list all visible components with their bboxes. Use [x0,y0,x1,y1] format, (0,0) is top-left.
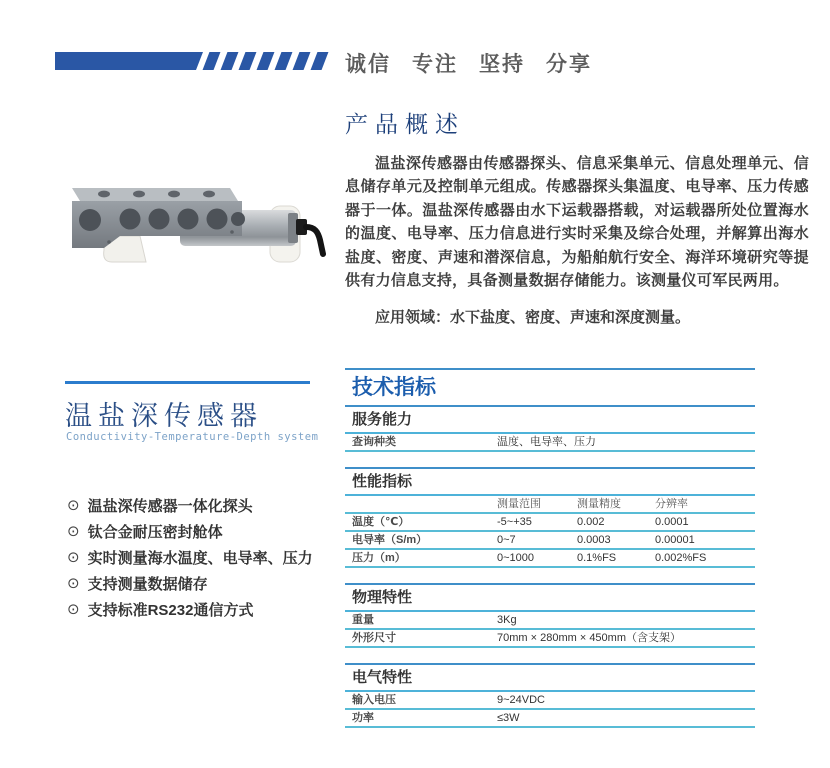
spec-column-label: 测量范围 [497,498,541,510]
header-bar-solid [55,52,203,70]
product-name: 温盐深传感器 [65,401,263,431]
feature-item [67,492,313,518]
ctd-sensor-photo [42,158,327,290]
spec-row-value: 0.002%FS [655,552,707,564]
spec-column-spacer [352,498,497,510]
header-slogan [345,48,592,78]
bullet-icon: ⊙ [67,496,80,514]
spec-section-heading: 性能指标 [345,469,755,496]
feature-label: 支持测量数据储存 [87,575,208,593]
spec-section-heading: 服务能力 [345,407,755,434]
spec-row-value: 0.0003 [577,534,611,546]
spec-row-value: 0.002 [577,516,605,528]
overview-paragraph: 温盐深传感器由传感器探头、信息采集单元、信息处理单元、信息储存单元及控制单元组成。传感器探头集温度、电导率、压力传感器于一体。温盐深传感器由水下运载器搭载，对运载器所处位置海水的温度、电导率、压力信息进行实时采集及综合处理，并解算出海水盐度、密度、声速和潜深信息，为船舶航行安全、海洋环境研究等提供有力信息支持，具备测量数据存储能力。该测量仪可军民两用。 [345,155,809,290]
slogan-word: 分享 [546,53,592,76]
ctd-sensor-illustration [42,158,327,290]
spec-row [345,710,755,728]
bullet-icon: ⊙ [67,600,80,618]
spec-section-heading: 电气特性 [345,665,755,692]
product-name-en: Conductivity-Temperature-Depth system [66,431,319,443]
feature-item [67,518,313,544]
spec-row-label: 查询种类 [352,436,396,448]
header-stripes-decoration [206,52,332,70]
feature-label: 钛合金耐压密封舱体 [87,523,223,541]
stripe-icon [257,52,275,70]
feature-list [67,492,313,622]
spec-row [345,692,755,710]
spec-row-label: 重量 [352,614,374,626]
spec-row [345,612,755,630]
feature-item [67,596,313,622]
spec-sections [345,405,755,728]
spec-row [345,630,755,648]
spec-row-value: ≤3W [497,712,520,724]
spec-row-value: 温度、电导率、压力 [497,436,596,448]
spec-row [345,434,755,452]
spec-row-value: 0.1%FS [577,552,617,564]
stripe-icon [221,52,239,70]
spec-section [345,583,755,648]
spec-row-value: 3Kg [497,614,517,626]
spec-row-label: 外形尺寸 [352,632,396,644]
spec-row-label: 压力（m） [352,552,406,564]
stripe-icon [293,52,311,70]
spec-row-value: 0.00001 [655,534,695,546]
spec-row-label: 电导率（S/m） [352,534,428,546]
feature-item [67,570,313,596]
spec-row-value: -5~+35 [497,516,532,528]
spec-row-value: 70mm × 280mm × 450mm（含支架） [497,632,681,644]
spec-row-label: 功率 [352,712,374,724]
sidebar-accent-line [65,381,310,384]
spec-row-value: 0~1000 [497,552,535,564]
spec-row [345,532,755,550]
slogan-word: 坚持 [479,53,525,76]
spec-section [345,467,755,568]
stripe-icon [239,52,257,70]
spec-section [345,663,755,728]
specs-title: 技术指标 [345,368,755,405]
spec-row-value: 0.0001 [655,516,689,528]
specs-panel [345,368,755,743]
bullet-icon: ⊙ [67,574,80,592]
spec-row [345,514,755,532]
spec-row-value: 0~7 [497,534,516,546]
feature-label: 实时测量海水温度、电导率、压力 [87,549,313,567]
spec-section [345,405,755,452]
spec-row-label: 输入电压 [352,694,396,706]
overview-application: 应用领域：水下盐度、密度、声速和深度测量。 [375,309,691,327]
spec-column-label: 分辨率 [655,498,688,510]
spec-column-header-row [345,496,755,514]
feature-item [67,544,313,570]
overview-title: 产品概述 [345,112,465,137]
sensor-cable [306,227,323,254]
stripe-icon [311,52,329,70]
bullet-icon: ⊙ [67,548,80,566]
spec-row [345,550,755,568]
spec-row-label: 温度（℃） [352,516,410,528]
bullet-icon: ⊙ [67,522,80,540]
slogan-word: 专注 [412,53,458,76]
stripe-icon [275,52,293,70]
slogan-word: 诚信 [345,53,391,76]
spec-row-value: 9~24VDC [497,694,546,706]
header-bar [0,0,830,96]
spec-section-heading: 物理特性 [345,585,755,612]
product-overview-section [345,106,809,327]
spec-column-label: 测量精度 [577,498,621,510]
feature-label: 温盐深传感器一体化探头 [87,497,253,515]
feature-label: 支持标准RS232通信方式 [87,601,254,619]
stripe-icon [203,52,221,70]
